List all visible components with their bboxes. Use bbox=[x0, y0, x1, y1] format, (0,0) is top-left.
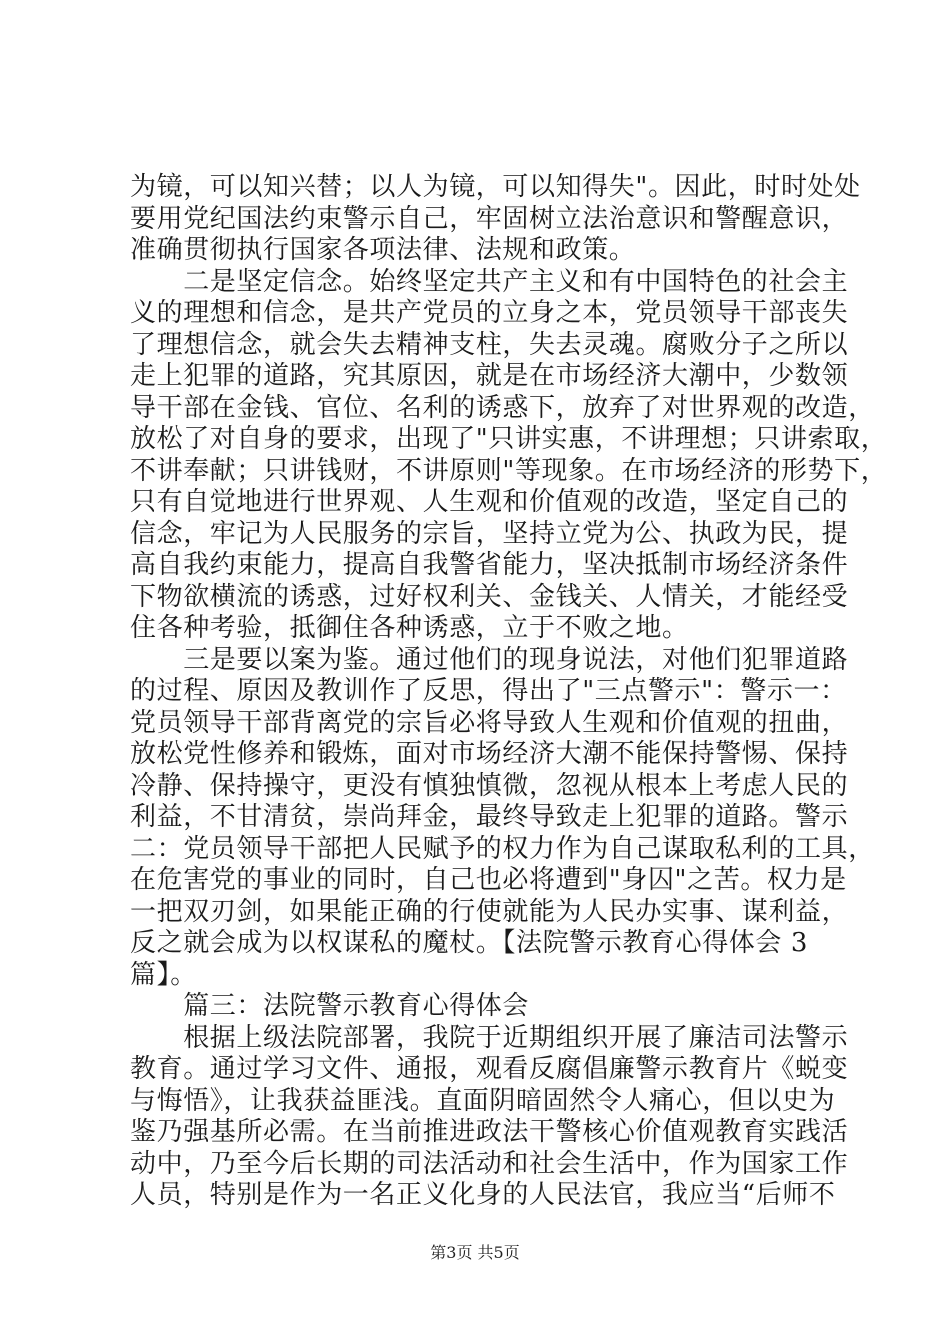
text-line: 在危害党的事业的同时，自己也必将遭到"身囚"之苦。权力是 bbox=[130, 865, 847, 895]
text-line: 教育。通过学习文件、通报，观看反腐倡廉警示教育片《蜕变 bbox=[130, 1054, 849, 1084]
document-body bbox=[130, 172, 888, 1212]
text-line: 为镜，可以知兴替；以人为镜，可以知得失"。因此，时时处处 bbox=[130, 172, 861, 202]
text-line: 三是要以案为鉴。通过他们的现身说法，对他们犯罪道路 bbox=[130, 644, 849, 675]
text-line: 的过程、原因及教训作了反思，得出了"三点警示"：警示一： bbox=[130, 676, 847, 706]
text-line: 要用党纪国法约束警示自己，牢固树立法治意识和警醒意识， bbox=[130, 203, 849, 234]
text-line: 根据上级法院部署，我院于近期组织开展了廉洁司法警示 bbox=[130, 1022, 849, 1053]
page-number-footer: 第3页 共5页 bbox=[430, 1243, 520, 1262]
text-line: 与悔悟》，让我获益匪浅。直面阴暗固然令人痛心，但以史为 bbox=[130, 1085, 836, 1116]
text-line: 走上犯罪的道路，究其原因，就是在市场经济大潮中，少数领 bbox=[130, 361, 849, 391]
text-line: 放松党性修养和锻炼，面对市场经济大潮不能保持警惕、保持 bbox=[130, 739, 849, 769]
section-heading: 篇三：法院警示教育心得体会 bbox=[130, 991, 530, 1021]
text-line: 准确贯彻执行国家各项法律、法规和政策。 bbox=[130, 235, 636, 265]
text-line: 党员领导干部背离党的宗旨必将导致人生观和价值观的扭曲， bbox=[130, 707, 849, 738]
text-line: 利益，不甘清贫，崇尚拜金，最终导致走上犯罪的道路。警示 bbox=[130, 802, 849, 832]
text-line: 住各种考验，抵御住各种诱惑，立于不败之地。 bbox=[130, 613, 689, 643]
text-line: 信念，牢记为人民服务的宗旨，坚持立党为公、执政为民，提 bbox=[130, 518, 849, 549]
text-line: 鉴乃强基所必需。在当前推进政法干警核心价值观教育实践活 bbox=[130, 1117, 849, 1147]
text-line: 放松了对自身的要求，出现了"只讲实惠，不讲理想；只讲索取， bbox=[130, 424, 888, 454]
text-line: 二：党员领导干部把人民赋予的权力作为自己谋取私利的工具， bbox=[130, 833, 875, 864]
text-line: 二是坚定信念。始终坚定共产主义和有中国特色的社会主 bbox=[130, 266, 849, 297]
text-line: 人员，特别是作为一名正义化身的人民法官，我应当“后师不 bbox=[130, 1180, 836, 1210]
text-line: 高自我约束能力，提高自我警省能力，坚决抵制市场经济条件 bbox=[130, 550, 849, 580]
text-line: 只有自觉地进行世界观、人生观和价值观的改造，坚定自己的 bbox=[130, 487, 849, 517]
text-line: 冷静、保持操守，更没有慎独慎微，忽视从根本上考虑人民的 bbox=[130, 770, 849, 801]
text-line: 动中，乃至今后长期的司法活动和社会生活中，作为国家工作 bbox=[130, 1148, 849, 1179]
text-line: 一把双刃剑，如果能正确的行使就能为人民办实事、谋利益， bbox=[130, 896, 849, 927]
text-line: 了理想信念，就会失去精神支柱，失去灵魂。腐败分子之所以 bbox=[130, 329, 849, 360]
text-line: 导干部在金钱、官位、名利的诱惑下，放弃了对世界观的改造， bbox=[130, 392, 875, 423]
text-line: 下物欲横流的诱惑，过好权利关、金钱关、人情关，才能经受 bbox=[130, 581, 849, 612]
text-line: 反之就会成为以权谋私的魔杖。【法院警示教育心得体会 3 bbox=[130, 928, 809, 958]
text-line: 篇】。 bbox=[130, 959, 197, 990]
text-line: 不讲奉献；只讲钱财，不讲原则"等现象。在市场经济的形势下， bbox=[130, 455, 888, 486]
text-line: 义的理想和信念，是共产党员的立身之本，党员领导干部丧失 bbox=[130, 298, 849, 328]
